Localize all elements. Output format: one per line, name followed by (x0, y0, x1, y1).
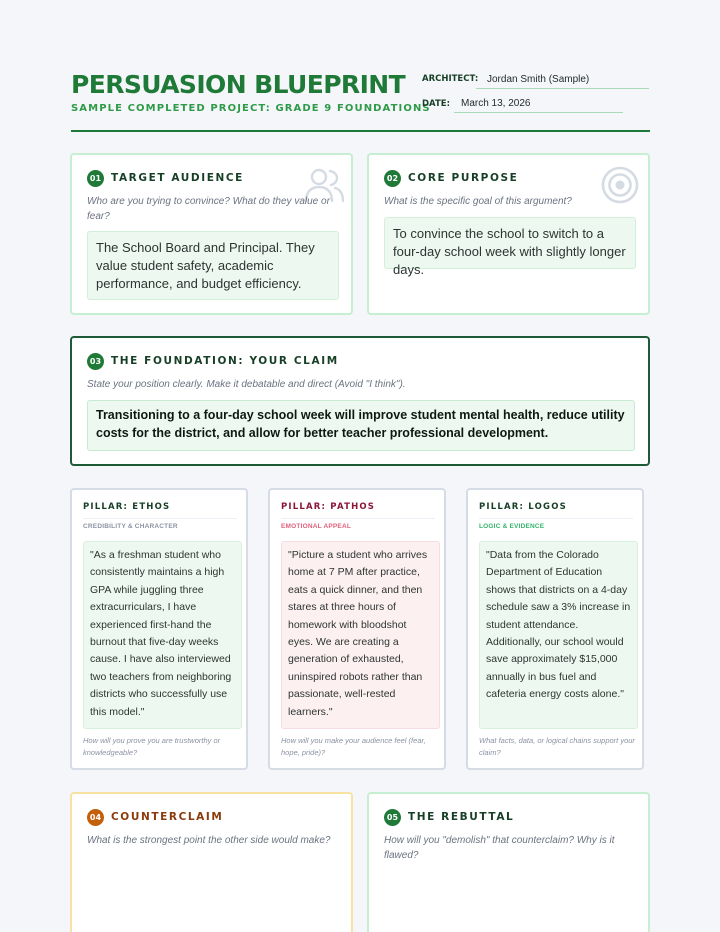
section-number-badge: 04 (87, 809, 104, 826)
date-field[interactable]: March 13, 2026 (454, 96, 623, 113)
architect-label: ARCHITECT: (422, 74, 479, 84)
pillar-ethos-card (70, 488, 248, 770)
section-number-badge: 02 (384, 170, 401, 187)
divider (281, 518, 435, 519)
section-prompt: What is the strongest point the other side would make? (87, 835, 331, 846)
pillar-logos-answer[interactable]: "Data from the Colorado Department of Education shows that districts on a 4-day schedule saw a 3% increase in student attendance. Additionally, our school would save approximately $15,000 annually in bus fuel and cafeteria energy costs alone." (479, 541, 638, 729)
pillar-note: How will you prove you are trustworthy or knowledgeable? (83, 736, 221, 757)
target-audience-answer[interactable]: The School Board and Principal. They value student safety, academic performance, and budget efficiency. (87, 231, 339, 300)
pillar-title: PILLAR: PATHOS (281, 502, 376, 512)
section-prompt: State your position clearly. Make it debatable and direct (Avoid "I think"). (87, 379, 406, 390)
pillar-subtitle: CREDIBILITY & CHARACTER (83, 523, 178, 530)
pillar-note: How will you make your audience feel (fear, hope, pride)? (281, 736, 426, 757)
core-purpose-card (367, 153, 650, 315)
pillar-ethos-answer[interactable]: "As a freshman student who consistently maintains a high GPA while juggling three extracurriculars, I have experienced first-hand the burnout that five-day weeks cause. I have also interviewed two teachers from neighboring districts who successfully use this model." (83, 541, 242, 729)
section-title: TARGET AUDIENCE (111, 172, 244, 184)
section-title: CORE PURPOSE (408, 172, 519, 184)
architect-field[interactable]: Jordan Smith (Sample) (476, 72, 649, 89)
section-number-badge: 01 (87, 170, 104, 187)
pillar-subtitle: LOGIC & EVIDENCE (479, 523, 545, 530)
pillar-logos-card (466, 488, 644, 770)
rebuttal-card (367, 792, 650, 932)
section-prompt: What is the specific goal of this argument? (384, 196, 572, 207)
section-prompt: Who are you trying to convince? What do they value or fear? (87, 196, 330, 222)
section-title: COUNTERCLAIM (111, 811, 224, 823)
date-label: DATE: (422, 99, 450, 109)
section-number-badge: 03 (87, 353, 104, 370)
pillar-pathos-card (268, 488, 446, 770)
claim-card (70, 336, 650, 466)
page-title: PERSUASION BLUEPRINT (71, 70, 406, 99)
page-subtitle: SAMPLE COMPLETED PROJECT: GRADE 9 FOUNDATIONS (71, 103, 431, 114)
counterclaim-card (70, 792, 353, 932)
target-audience-card (70, 153, 353, 315)
section-prompt: How will you "demolish" that counterclaim? Why is it flawed? (384, 835, 615, 861)
pillar-title: PILLAR: LOGOS (479, 502, 567, 512)
section-number-badge: 05 (384, 809, 401, 826)
divider (83, 518, 237, 519)
divider (479, 518, 633, 519)
pillar-subtitle: EMOTIONAL APPEAL (281, 523, 352, 530)
claim-answer[interactable]: Transitioning to a four-day school week will improve student mental health, reduce utility costs for the district, and allow for better teacher professional development. (87, 400, 635, 451)
core-purpose-answer[interactable]: To convince the school to switch to a four-day school week with slightly longer days. (384, 217, 636, 269)
section-title: THE FOUNDATION: YOUR CLAIM (111, 355, 339, 367)
page-header (71, 68, 650, 132)
pillar-note: What facts, data, or logical chains support your claim? (479, 736, 635, 757)
section-title: THE REBUTTAL (408, 811, 515, 823)
pillar-pathos-answer[interactable]: "Picture a student who arrives home at 7 PM after practice, eats a quick dinner, and then stares at three hours of homework with bloodshot eyes. We are creating a generation of exhausted, uninspired robots rather than passionate, well-rested learners." (281, 541, 440, 729)
pillar-title: PILLAR: ETHOS (83, 502, 171, 512)
